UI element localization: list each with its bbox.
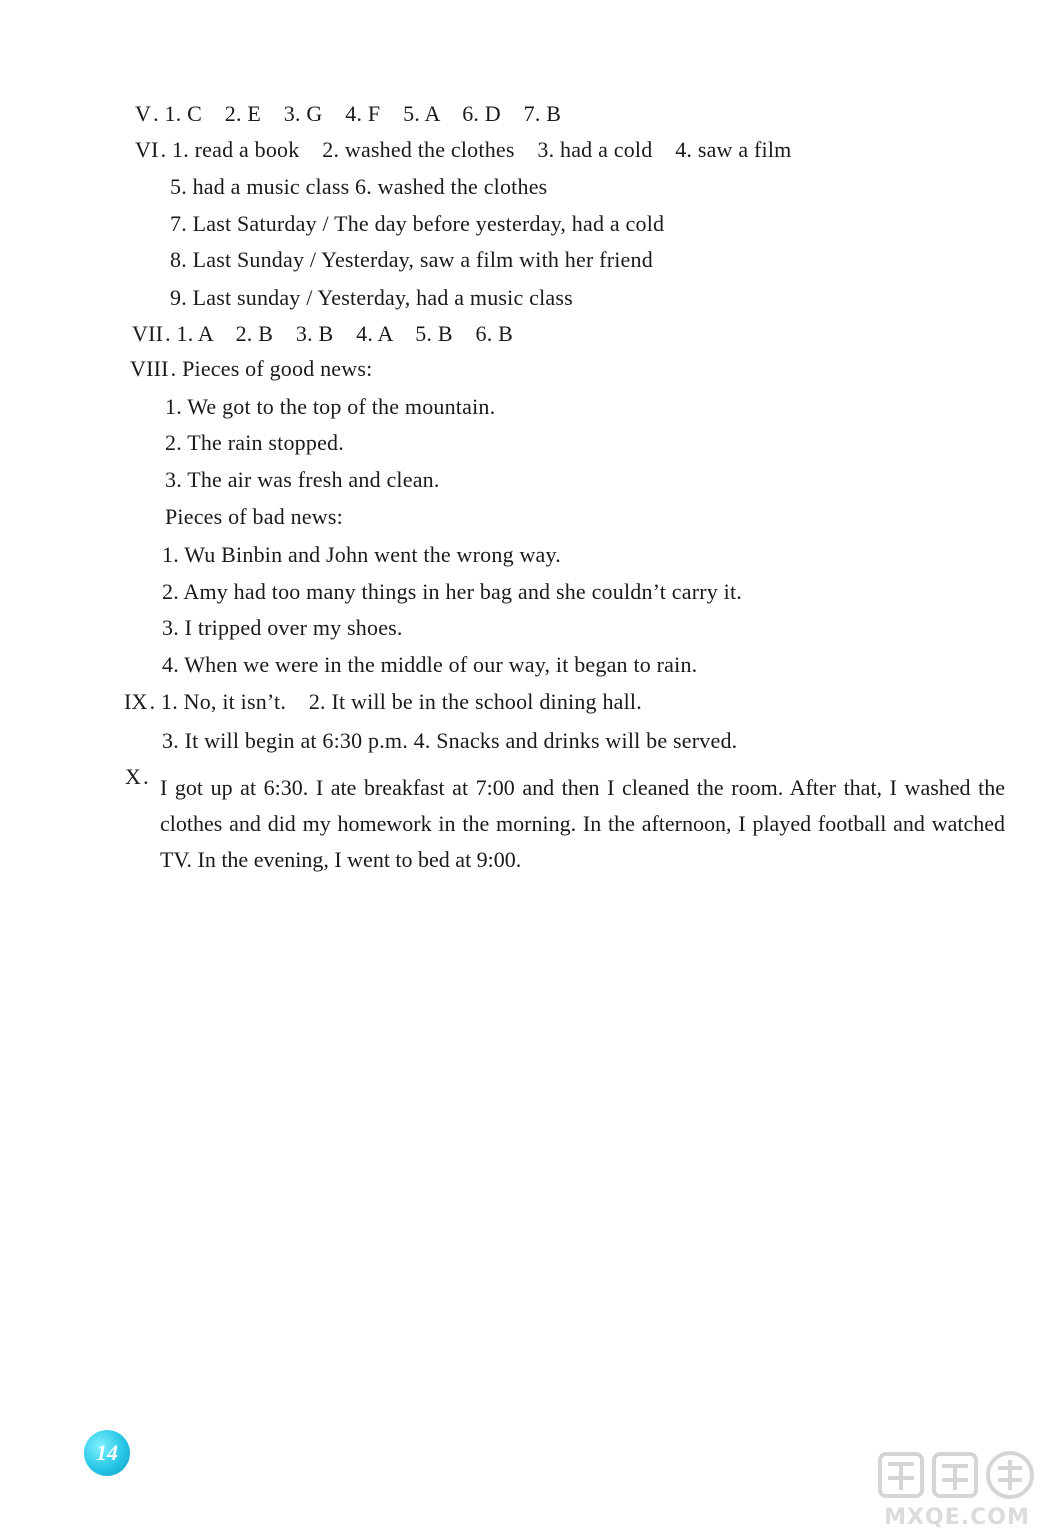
section-vi-line-1: 1. read a book 2. washed the clothes 3. had a cold 4. saw a film — [172, 137, 792, 162]
good-news-item: 2. The rain stopped. — [165, 430, 344, 455]
bad-news-item: 2. Amy had too many things in her bag and she couldn’t carry it. — [162, 579, 743, 604]
section-numeral: VIII — [130, 356, 169, 381]
section-vi-line-4: 8. Last Sunday / Yesterday, saw a film with her friend — [170, 247, 653, 272]
section-vii: VII. 1. A 2. B 3. B 4. A 5. B 6. B — [132, 321, 513, 346]
section-numeral: VI — [135, 137, 159, 162]
section-vii-answers: 1. A 2. B 3. B 4. A 5. B 6. B — [176, 321, 513, 346]
section-numeral: VII — [132, 321, 164, 346]
watermark-text: MXQE.COM — [884, 1505, 1030, 1530]
bad-news-item: 1. Wu Binbin and John went the wrong way. — [162, 542, 561, 567]
section-ix: IX. 1. No, it isn’t. 2. It will be in the school dining hall. — [124, 689, 642, 714]
page-number-badge — [84, 1430, 130, 1476]
section-vi-line-3: 7. Last Saturday / The day before yesterday, had a cold — [170, 211, 665, 236]
section-numeral: X — [125, 764, 142, 789]
section-x-paragraph: I got up at 6:30. I ate breakfast at 7:00 and then I cleaned the room. After that, I washed the clothes and did my homework in the morning. In the afternoon, I played football and watched TV. In the evening, I went to bed at 9:00. — [160, 775, 1005, 872]
section-vi-line-2: 5. had a music class 6. washed the clothes — [170, 174, 548, 199]
section-v: V. 1. C 2. E 3. G 4. F 5. A 6. D 7. B — [135, 101, 562, 126]
page-number: 14 — [96, 1440, 118, 1465]
section-vi-line-5: 9. Last sunday / Yesterday, had a music class — [170, 285, 573, 310]
watermark-glyphs-icon — [872, 1448, 1042, 1504]
section-ix-line-1: 1. No, it isn’t. 2. It will be in the school dining hall. — [161, 689, 642, 714]
section-v-answers: 1. C 2. E 3. G 4. F 5. A 6. D 7. B — [164, 101, 562, 126]
section-ix-line-2: 3. It will begin at 6:30 p.m. 4. Snacks and drinks will be served. — [162, 728, 738, 753]
good-news-item: 1. We got to the top of the mountain. — [165, 394, 496, 419]
bad-news-heading: Pieces of bad news: — [165, 504, 343, 529]
section-numeral: V — [135, 101, 152, 126]
good-news-heading: Pieces of good news: — [182, 356, 373, 381]
section-vi: VI. 1. read a book 2. washed the clothes 3. had a cold 4. saw a film — [135, 137, 792, 162]
watermark-logo — [872, 1448, 1042, 1530]
bad-news-item: 3. I tripped over my shoes. — [162, 615, 403, 640]
section-viii: VIII. Pieces of good news: — [130, 356, 373, 381]
section-x-numeral-line: X. — [125, 764, 149, 789]
bad-news-item: 4. When we were in the middle of our way, it began to rain. — [162, 652, 698, 677]
section-numeral: IX — [124, 689, 148, 714]
good-news-item: 3. The air was fresh and clean. — [165, 467, 440, 492]
